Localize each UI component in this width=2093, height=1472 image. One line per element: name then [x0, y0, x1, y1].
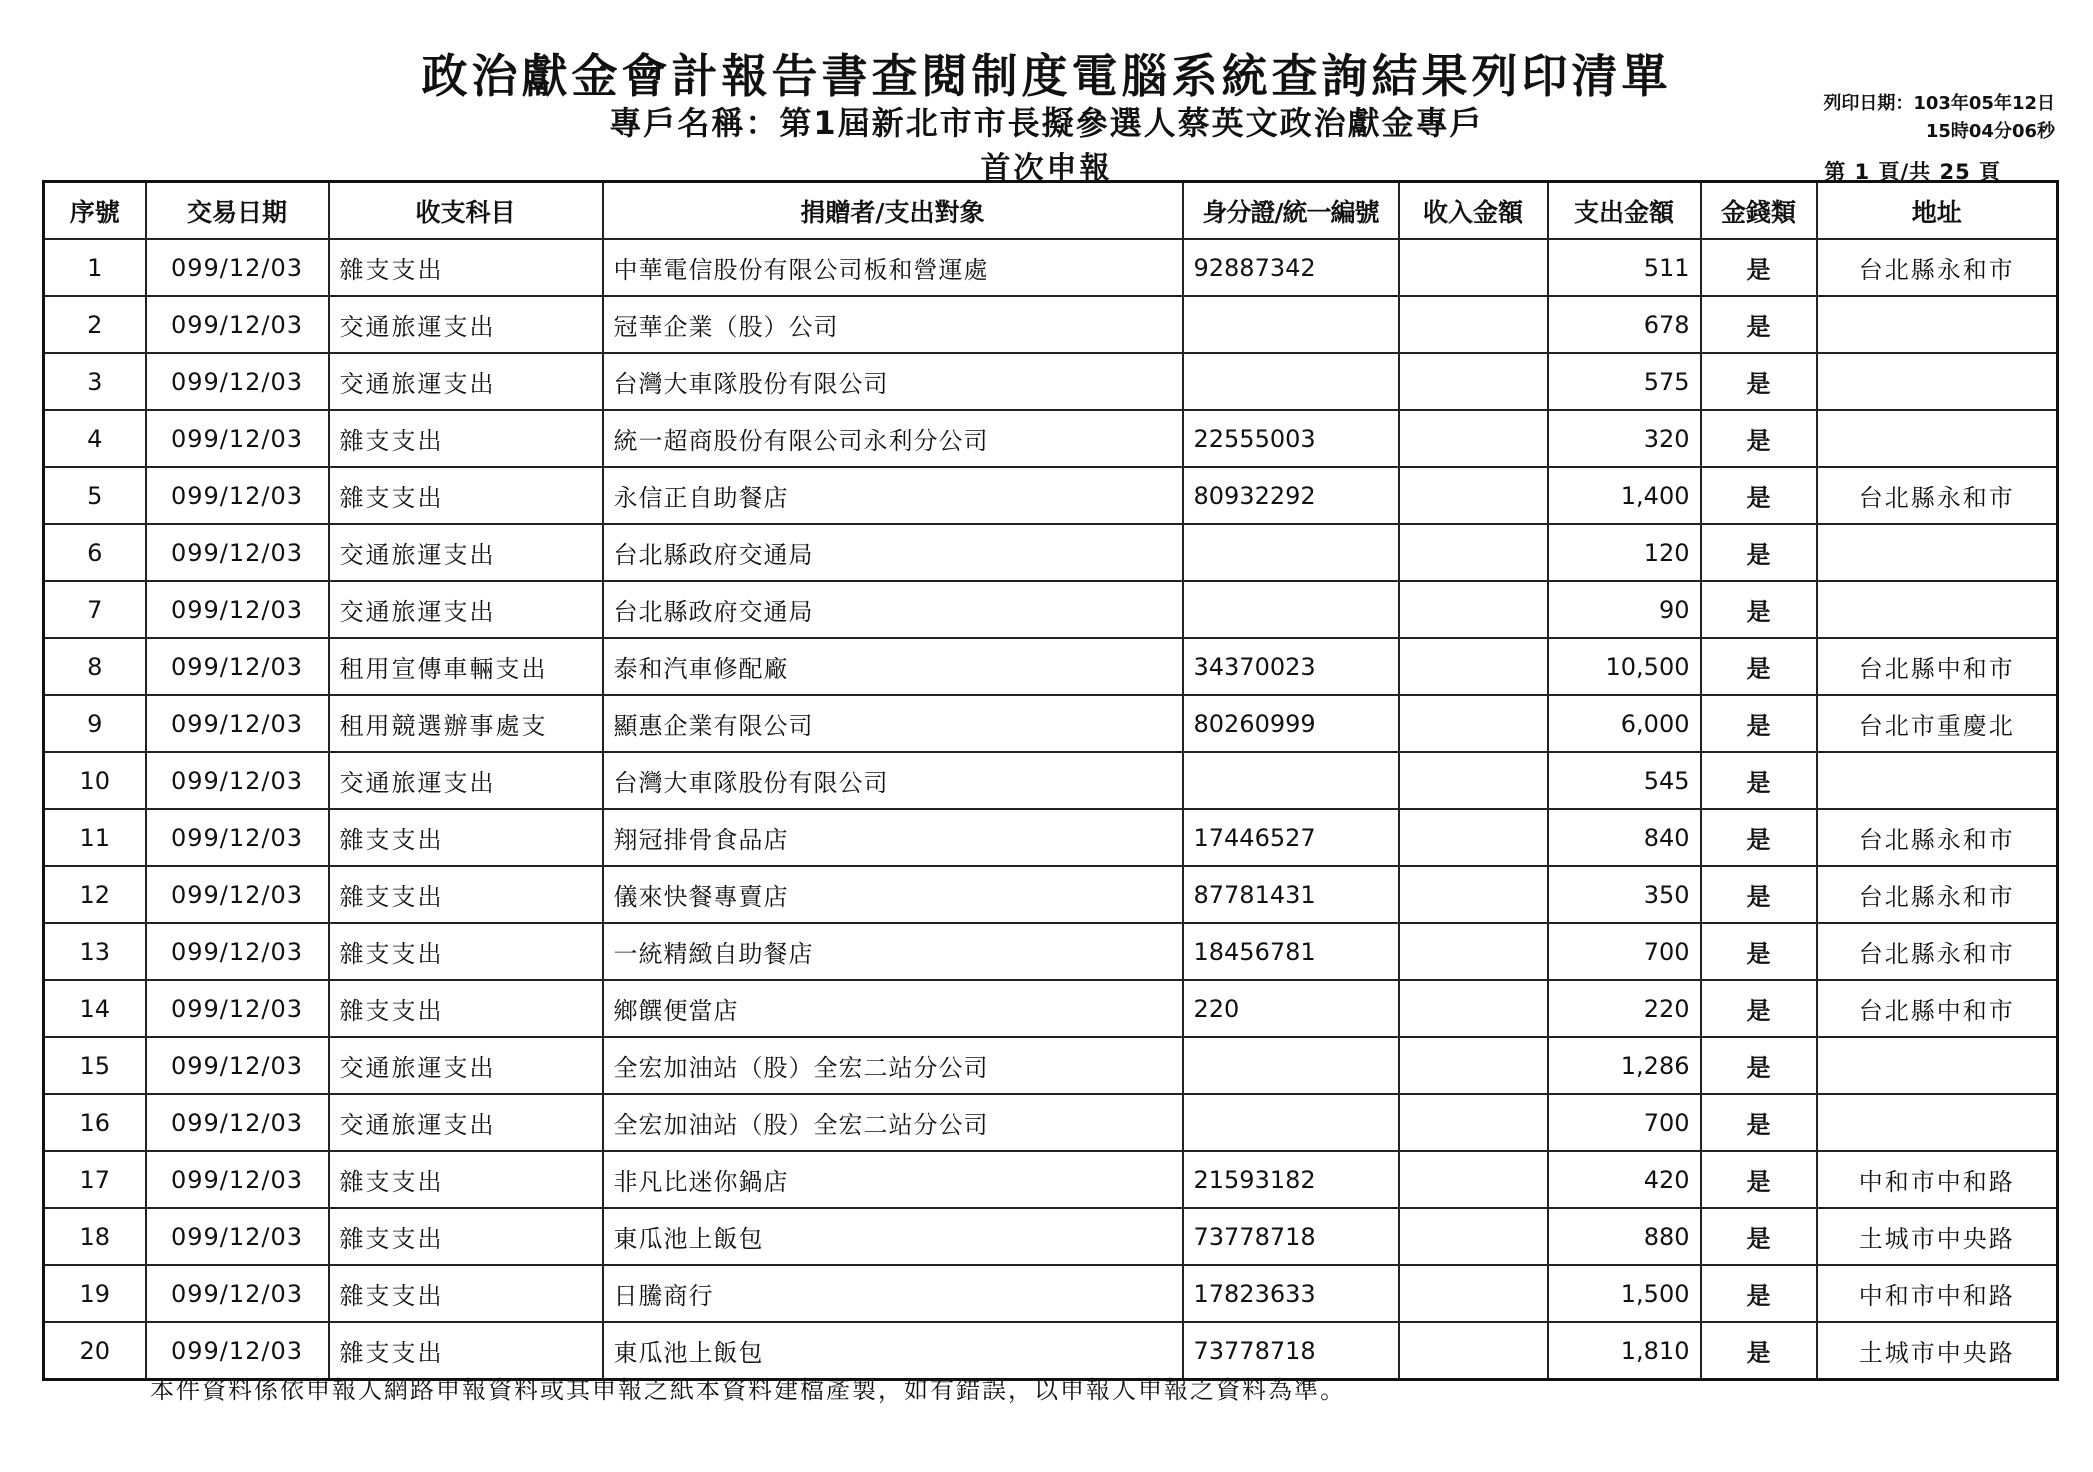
money-type-cell: 是 — [1701, 581, 1817, 638]
income-amount-cell — [1399, 923, 1548, 980]
income-amount-cell — [1399, 695, 1548, 752]
payee-id-cell: 80932292 — [1183, 467, 1399, 524]
expense-amount-cell: 90 — [1548, 581, 1701, 638]
payee-name-cell: 中華電信股份有限公司板和營運處 — [603, 239, 1183, 296]
row-number-cell: 19 — [44, 1265, 146, 1322]
income-amount-cell — [1399, 296, 1548, 353]
print-date: 列印日期：103年05年12日 — [1823, 93, 2055, 114]
payee-name-cell: 非凡比迷你鍋店 — [603, 1151, 1183, 1208]
expense-amount-cell: 678 — [1548, 296, 1701, 353]
print-info — [1735, 90, 2055, 146]
money-type-cell: 是 — [1701, 752, 1817, 809]
payee-name-cell: 鄉饌便當店 — [603, 980, 1183, 1037]
payee-name-cell: 台北縣政府交通局 — [603, 581, 1183, 638]
payee-id-cell: 21593182 — [1183, 1151, 1399, 1208]
income-amount-cell — [1399, 1322, 1548, 1380]
table-row — [44, 1094, 2058, 1151]
table-row — [44, 923, 2058, 980]
money-type-cell: 是 — [1701, 1151, 1817, 1208]
table-row — [44, 695, 2058, 752]
payee-id-cell — [1183, 296, 1399, 353]
expense-amount-cell: 511 — [1548, 239, 1701, 296]
table-row — [44, 467, 2058, 524]
footer-note: 本件資料係依申報人網路申報資料或其申報之紙本資料建檔產製，如有錯誤，以申報人申報之資料為準。 — [150, 1376, 1346, 1404]
money-type-cell: 是 — [1701, 638, 1817, 695]
column-header-address: 地址 — [1817, 182, 2058, 240]
payee-address-cell — [1817, 410, 2058, 467]
money-type-cell: 是 — [1701, 809, 1817, 866]
expense-amount-cell: 10,500 — [1548, 638, 1701, 695]
table-header-row — [44, 182, 2058, 240]
payee-name-cell: 泰和汽車修配廠 — [603, 638, 1183, 695]
payee-address-cell: 台北縣永和市 — [1817, 467, 2058, 524]
income-amount-cell — [1399, 581, 1548, 638]
income-amount-cell — [1399, 980, 1548, 1037]
row-number-cell: 4 — [44, 410, 146, 467]
income-amount-cell — [1399, 866, 1548, 923]
payee-name-cell: 全宏加油站（股）全宏二站分公司 — [603, 1037, 1183, 1094]
income-amount-cell — [1399, 1265, 1548, 1322]
payee-name-cell: 台北縣政府交通局 — [603, 524, 1183, 581]
payee-name-cell: 一統精緻自助餐店 — [603, 923, 1183, 980]
expense-amount-cell: 840 — [1548, 809, 1701, 866]
column-header-date: 交易日期 — [146, 182, 329, 240]
income-amount-cell — [1399, 239, 1548, 296]
expense-category-cell: 雜支支出 — [329, 866, 603, 923]
column-header-money-type: 金錢類 — [1701, 182, 1817, 240]
payee-id-cell: 22555003 — [1183, 410, 1399, 467]
payee-id-cell — [1183, 752, 1399, 809]
payee-id-cell: 17446527 — [1183, 809, 1399, 866]
payee-name-cell: 日騰商行 — [603, 1265, 1183, 1322]
transaction-date-cell: 099/12/03 — [146, 410, 329, 467]
table-row — [44, 581, 2058, 638]
expense-amount-cell: 220 — [1548, 980, 1701, 1037]
table-row — [44, 809, 2058, 866]
expense-category-cell: 雜支支出 — [329, 410, 603, 467]
payee-address-cell — [1817, 581, 2058, 638]
payee-address-cell: 台北縣永和市 — [1817, 239, 2058, 296]
table-row — [44, 353, 2058, 410]
income-amount-cell — [1399, 353, 1548, 410]
expense-category-cell: 交通旅運支出 — [329, 353, 603, 410]
money-type-cell: 是 — [1701, 1265, 1817, 1322]
transaction-date-cell: 099/12/03 — [146, 524, 329, 581]
transaction-date-cell: 099/12/03 — [146, 923, 329, 980]
payee-address-cell — [1817, 752, 2058, 809]
print-time: 15時04分06秒 — [1925, 121, 2055, 142]
table-row — [44, 524, 2058, 581]
money-type-cell: 是 — [1701, 1094, 1817, 1151]
transaction-date-cell: 099/12/03 — [146, 1208, 329, 1265]
column-header-income: 收入金額 — [1399, 182, 1548, 240]
money-type-cell: 是 — [1701, 467, 1817, 524]
payee-id-cell — [1183, 524, 1399, 581]
column-header-id: 身分證/統一編號 — [1183, 182, 1399, 240]
income-amount-cell — [1399, 467, 1548, 524]
table-row — [44, 980, 2058, 1037]
expense-amount-cell: 1,500 — [1548, 1265, 1701, 1322]
table-row — [44, 296, 2058, 353]
row-number-cell: 8 — [44, 638, 146, 695]
expense-amount-cell: 1,400 — [1548, 467, 1701, 524]
table-row — [44, 1037, 2058, 1094]
income-amount-cell — [1399, 809, 1548, 866]
row-number-cell: 10 — [44, 752, 146, 809]
expense-amount-cell: 120 — [1548, 524, 1701, 581]
money-type-cell: 是 — [1701, 524, 1817, 581]
expense-category-cell: 租用競選辦事處支 — [329, 695, 603, 752]
payee-id-cell: 92887342 — [1183, 239, 1399, 296]
payee-name-cell: 東瓜池上飯包 — [603, 1322, 1183, 1380]
account-name: 專戶名稱：第1屆新北市市長擬參選人蔡英文政治獻金專戶 — [609, 104, 1484, 142]
payee-id-cell: 73778718 — [1183, 1208, 1399, 1265]
payee-name-cell: 東瓜池上飯包 — [603, 1208, 1183, 1265]
expense-category-cell: 租用宣傳車輛支出 — [329, 638, 603, 695]
row-number-cell: 7 — [44, 581, 146, 638]
table-row — [44, 239, 2058, 296]
table-row — [44, 638, 2058, 695]
transaction-date-cell: 099/12/03 — [146, 239, 329, 296]
payee-id-cell: 18456781 — [1183, 923, 1399, 980]
payee-name-cell: 翔冠排骨食品店 — [603, 809, 1183, 866]
payee-id-cell — [1183, 353, 1399, 410]
transaction-date-cell: 099/12/03 — [146, 1151, 329, 1208]
expense-amount-cell: 575 — [1548, 353, 1701, 410]
income-amount-cell — [1399, 410, 1548, 467]
payee-id-cell: 17823633 — [1183, 1265, 1399, 1322]
transaction-table — [42, 180, 2059, 1381]
money-type-cell: 是 — [1701, 980, 1817, 1037]
transaction-date-cell: 099/12/03 — [146, 695, 329, 752]
payee-name-cell: 全宏加油站（股）全宏二站分公司 — [603, 1094, 1183, 1151]
expense-category-cell: 交通旅運支出 — [329, 752, 603, 809]
column-header-expense: 支出金額 — [1548, 182, 1701, 240]
row-number-cell: 15 — [44, 1037, 146, 1094]
expense-category-cell: 雜支支出 — [329, 1265, 603, 1322]
transaction-date-cell: 099/12/03 — [146, 1265, 329, 1322]
payee-address-cell: 台北市重慶北 — [1817, 695, 2058, 752]
payee-address-cell — [1817, 353, 2058, 410]
expense-amount-cell: 420 — [1548, 1151, 1701, 1208]
expense-amount-cell: 320 — [1548, 410, 1701, 467]
income-amount-cell — [1399, 524, 1548, 581]
expense-amount-cell: 880 — [1548, 1208, 1701, 1265]
payee-id-cell: 34370023 — [1183, 638, 1399, 695]
transaction-date-cell: 099/12/03 — [146, 1094, 329, 1151]
expense-category-cell: 雜支支出 — [329, 923, 603, 980]
row-number-cell: 12 — [44, 866, 146, 923]
income-amount-cell — [1399, 1151, 1548, 1208]
row-number-cell: 9 — [44, 695, 146, 752]
payee-id-cell: 220 — [1183, 980, 1399, 1037]
page-indicator: 第 1 頁/共 25 頁 — [1824, 160, 2001, 184]
payee-name-cell: 統一超商股份有限公司永利分公司 — [603, 410, 1183, 467]
payee-address-cell: 土城市中央路 — [1817, 1208, 2058, 1265]
row-number-cell: 6 — [44, 524, 146, 581]
document-title: 政治獻金會計報告書查閱制度電腦系統查詢結果列印清單 — [421, 49, 1672, 103]
expense-category-cell: 雜支支出 — [329, 980, 603, 1037]
expense-amount-cell: 1,810 — [1548, 1322, 1701, 1380]
expense-amount-cell: 700 — [1548, 1094, 1701, 1151]
money-type-cell: 是 — [1701, 410, 1817, 467]
expense-amount-cell: 545 — [1548, 752, 1701, 809]
expense-amount-cell: 700 — [1548, 923, 1701, 980]
column-header-no: 序號 — [44, 182, 146, 240]
payee-name-cell: 台灣大車隊股份有限公司 — [603, 752, 1183, 809]
payee-name-cell: 台灣大車隊股份有限公司 — [603, 353, 1183, 410]
table-row — [44, 866, 2058, 923]
money-type-cell: 是 — [1701, 1322, 1817, 1380]
money-type-cell: 是 — [1701, 1037, 1817, 1094]
column-header-payee: 捐贈者/支出對象 — [603, 182, 1183, 240]
expense-amount-cell: 6,000 — [1548, 695, 1701, 752]
row-number-cell: 18 — [44, 1208, 146, 1265]
payee-address-cell: 台北縣中和市 — [1817, 638, 2058, 695]
transaction-date-cell: 099/12/03 — [146, 1037, 329, 1094]
table-body — [44, 239, 2058, 1380]
money-type-cell: 是 — [1701, 239, 1817, 296]
expense-category-cell: 交通旅運支出 — [329, 296, 603, 353]
money-type-cell: 是 — [1701, 695, 1817, 752]
expense-amount-cell: 1,286 — [1548, 1037, 1701, 1094]
income-amount-cell — [1399, 1037, 1548, 1094]
expense-category-cell: 交通旅運支出 — [329, 524, 603, 581]
table-row — [44, 410, 2058, 467]
payee-address-cell: 土城市中央路 — [1817, 1322, 2058, 1380]
row-number-cell: 20 — [44, 1322, 146, 1380]
transaction-date-cell: 099/12/03 — [146, 638, 329, 695]
expense-category-cell: 交通旅運支出 — [329, 581, 603, 638]
transaction-date-cell: 099/12/03 — [146, 467, 329, 524]
expense-category-cell: 雜支支出 — [329, 1322, 603, 1380]
transaction-date-cell: 099/12/03 — [146, 296, 329, 353]
payee-id-cell — [1183, 1037, 1399, 1094]
row-number-cell: 3 — [44, 353, 146, 410]
expense-category-cell: 雜支支出 — [329, 809, 603, 866]
expense-category-cell: 雜支支出 — [329, 1151, 603, 1208]
payee-id-cell: 80260999 — [1183, 695, 1399, 752]
transaction-date-cell: 099/12/03 — [146, 866, 329, 923]
row-number-cell: 13 — [44, 923, 146, 980]
transaction-date-cell: 099/12/03 — [146, 752, 329, 809]
payee-name-cell: 永信正自助餐店 — [603, 467, 1183, 524]
expense-amount-cell: 350 — [1548, 866, 1701, 923]
row-number-cell: 2 — [44, 296, 146, 353]
payee-name-cell: 顯惠企業有限公司 — [603, 695, 1183, 752]
table-row — [44, 1265, 2058, 1322]
column-header-category: 收支科目 — [329, 182, 603, 240]
expense-category-cell: 交通旅運支出 — [329, 1037, 603, 1094]
table-row — [44, 752, 2058, 809]
money-type-cell: 是 — [1701, 866, 1817, 923]
transaction-date-cell: 099/12/03 — [146, 980, 329, 1037]
payee-address-cell — [1817, 524, 2058, 581]
money-type-cell: 是 — [1701, 353, 1817, 410]
row-number-cell: 1 — [44, 239, 146, 296]
expense-category-cell: 雜支支出 — [329, 239, 603, 296]
payee-address-cell — [1817, 296, 2058, 353]
payee-address-cell: 台北縣永和市 — [1817, 866, 2058, 923]
row-number-cell: 17 — [44, 1151, 146, 1208]
report-type: 首次申報 — [980, 151, 1113, 186]
transaction-date-cell: 099/12/03 — [146, 353, 329, 410]
money-type-cell: 是 — [1701, 1208, 1817, 1265]
payee-address-cell: 中和市中和路 — [1817, 1265, 2058, 1322]
table-row — [44, 1151, 2058, 1208]
row-number-cell: 11 — [44, 809, 146, 866]
expense-category-cell: 雜支支出 — [329, 467, 603, 524]
income-amount-cell — [1399, 638, 1548, 695]
payee-address-cell: 中和市中和路 — [1817, 1151, 2058, 1208]
payee-name-cell: 冠華企業（股）公司 — [603, 296, 1183, 353]
payee-address-cell: 台北縣永和市 — [1817, 809, 2058, 866]
transaction-date-cell: 099/12/03 — [146, 809, 329, 866]
money-type-cell: 是 — [1701, 923, 1817, 980]
payee-address-cell — [1817, 1094, 2058, 1151]
row-number-cell: 16 — [44, 1094, 146, 1151]
payee-id-cell — [1183, 1094, 1399, 1151]
table-row — [44, 1208, 2058, 1265]
row-number-cell: 5 — [44, 467, 146, 524]
payee-address-cell: 台北縣永和市 — [1817, 923, 2058, 980]
transaction-date-cell: 099/12/03 — [146, 581, 329, 638]
income-amount-cell — [1399, 1208, 1548, 1265]
expense-category-cell: 雜支支出 — [329, 1208, 603, 1265]
income-amount-cell — [1399, 1094, 1548, 1151]
payee-name-cell: 儀來快餐專賣店 — [603, 866, 1183, 923]
row-number-cell: 14 — [44, 980, 146, 1037]
payee-id-cell: 87781431 — [1183, 866, 1399, 923]
payee-address-cell — [1817, 1037, 2058, 1094]
money-type-cell: 是 — [1701, 296, 1817, 353]
payee-id-cell — [1183, 581, 1399, 638]
income-amount-cell — [1399, 752, 1548, 809]
expense-category-cell: 交通旅運支出 — [329, 1094, 603, 1151]
payee-id-cell: 73778718 — [1183, 1322, 1399, 1380]
transaction-date-cell: 099/12/03 — [146, 1322, 329, 1380]
payee-address-cell: 台北縣中和市 — [1817, 980, 2058, 1037]
